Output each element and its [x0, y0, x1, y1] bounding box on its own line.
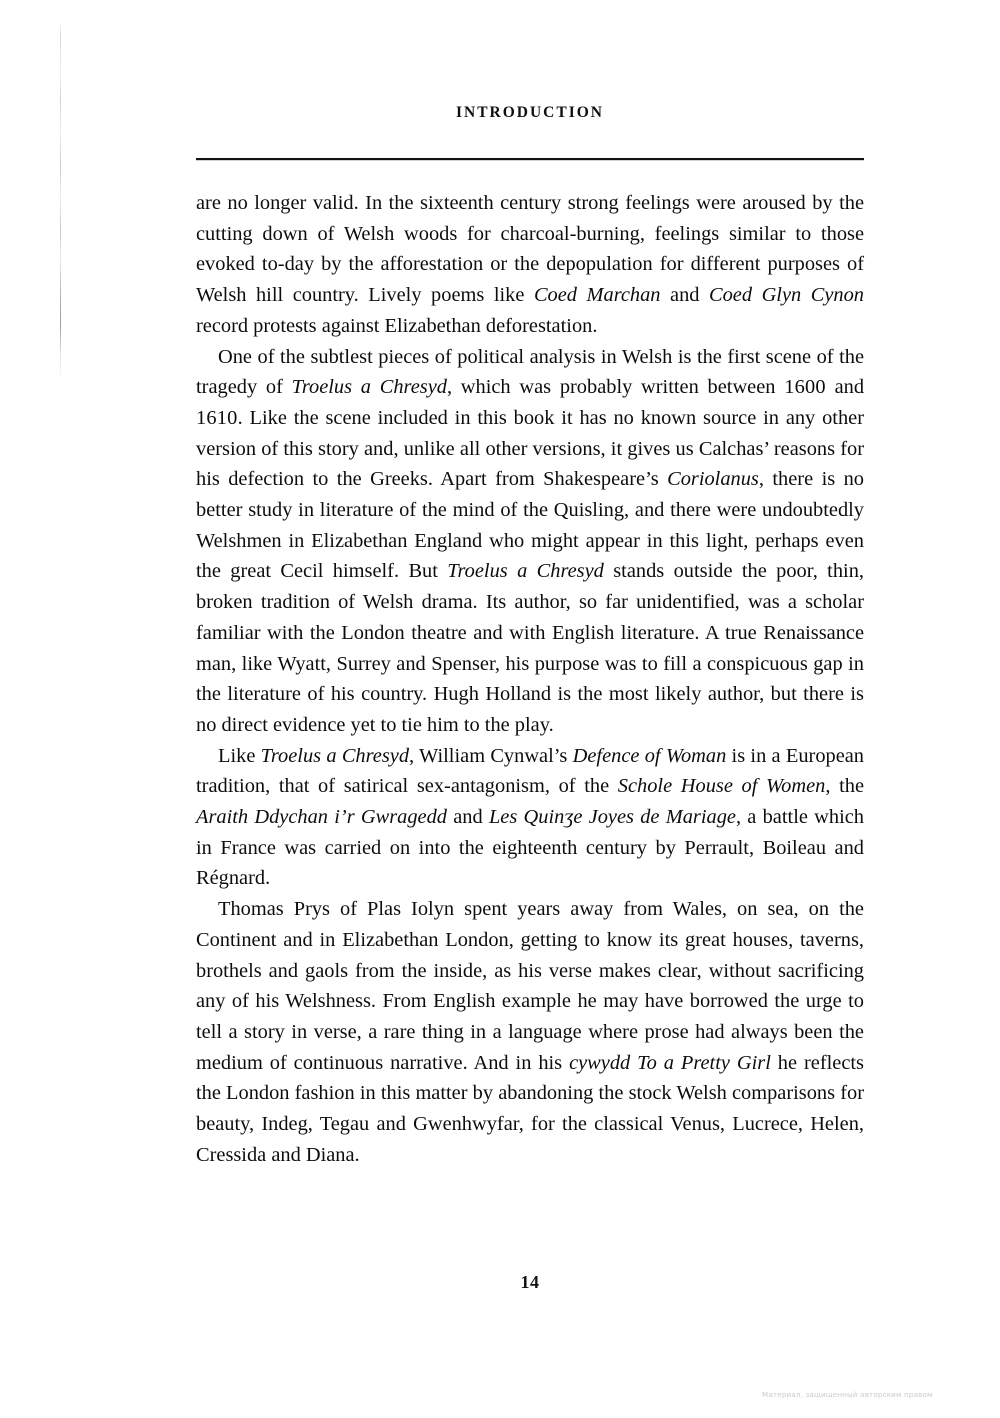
text-run: and — [660, 284, 710, 307]
italic-title: cywydd To a Pretty Girl — [569, 1051, 771, 1074]
text-run: Like — [218, 744, 261, 767]
oldstyle-numeral: 1600 — [784, 376, 826, 399]
text-run: record protests against Elizabethan deforestation. — [196, 314, 598, 337]
italic-title: Coed Glyn Cynon — [709, 284, 864, 307]
text-run: are no longer valid. In the sixteenth century strong feelings were aroused by the cutting down of Welsh woods for charcoal-burning, feelings similar to those evoked to-day by the afforestation or the depopulation for different purposes of Welsh hill country. Lively poems like — [196, 192, 864, 307]
italic-title: Coriolanus — [667, 468, 759, 491]
italic-title: Coed Marchan — [533, 284, 661, 307]
running-head: INTRODUCTION — [455, 104, 604, 121]
italic-title: Defence of Woman — [572, 744, 727, 767]
text-run: Thomas Prys of Plas Iolyn spent years away from Wales, on sea, on the Continent and in Elizabethan London, getting to know its great houses, taverns, brothels and gaols from the inside, as his verse makes clear, without sacrificing any of his Welshness. From English example he may have borrowed the urge to tell a story in verse, a rare thing in a language where prose had always been the medium of continuous narrative. And in his — [196, 898, 864, 1074]
text-run: and — [825, 376, 865, 399]
paragraph-troelus-a-chresyd — [196, 342, 864, 741]
text-run: stands outside the poor, thin, broken tradition of Welsh drama. Its author, so far unidentified, was a scholar familiar with the London theatre and with English literature. A true Renaissance man, like Wyatt, Surrey and Spenser, his purpose was to fill a conspicuous gap in the literature of his country. Hugh Holland is the most likely author, but there is no direct evidence yet to tie him to the play. — [196, 560, 865, 736]
text-run: , there is no better study in literature of the mind of the Quisling, and there were undoubtedly Welshmen in Elizabethan England who might appear in this light, perhaps even the great Cecil himself. But — [196, 468, 864, 583]
copyright-watermark: Материал, защищенный авторским правом — [762, 1390, 933, 1399]
italic-title: Troelus a Chresyd — [447, 560, 604, 583]
text-run: , a battle which in France was carried on into the eighteenth century by Perrault, Boileau and Régnard. — [196, 806, 864, 890]
book-page — [196, 0, 865, 1292]
text-run: , William Cynwal’s — [409, 744, 573, 767]
header-rule — [196, 158, 864, 160]
italic-title: Schole House of Women — [617, 775, 826, 798]
italic-title: Les Quinʒe Joyes de Mariage — [488, 806, 736, 829]
paragraph-welsh-woods — [196, 188, 864, 342]
text-run: One of the subtlest pieces of political analysis in Welsh is the first scene of the tragedy of — [196, 345, 864, 399]
page-number: 14 — [520, 1272, 540, 1292]
text-run: and — [446, 806, 489, 829]
italic-title: Araith Ddychan i’r Gwragedd — [196, 806, 447, 829]
text-run: . Like the scene included in this book it has no known source in any other version of this story and, unlike all other versions, it gives us Calchas’ reasons for his defection to the Greeks. Apart from Shakespeare’s — [196, 406, 864, 491]
italic-title: Troelus a Chresyd — [260, 744, 410, 767]
text-run: is in a European tradition, that of satirical sex-antagonism, of the — [196, 744, 865, 798]
paragraph-thomas-prys — [196, 894, 864, 1170]
page-body-text — [196, 188, 864, 1171]
oldstyle-numeral: 1610 — [196, 406, 238, 429]
text-run: he reflects the London fashion in this matter by abandoning the stock Welsh comparisons for beauty, Indeg, Tegau and Gwenhwyfar, for the classical Venus, Lucrece, Helen, Cressida and Diana. — [196, 1051, 864, 1166]
text-run: , which was probably written between — [446, 376, 785, 399]
italic-title: Troelus a Chresyd — [291, 376, 447, 399]
scan-gutter-line — [60, 22, 61, 382]
text-run: , the — [825, 775, 864, 798]
paragraph-defence-of-woman — [196, 741, 864, 895]
